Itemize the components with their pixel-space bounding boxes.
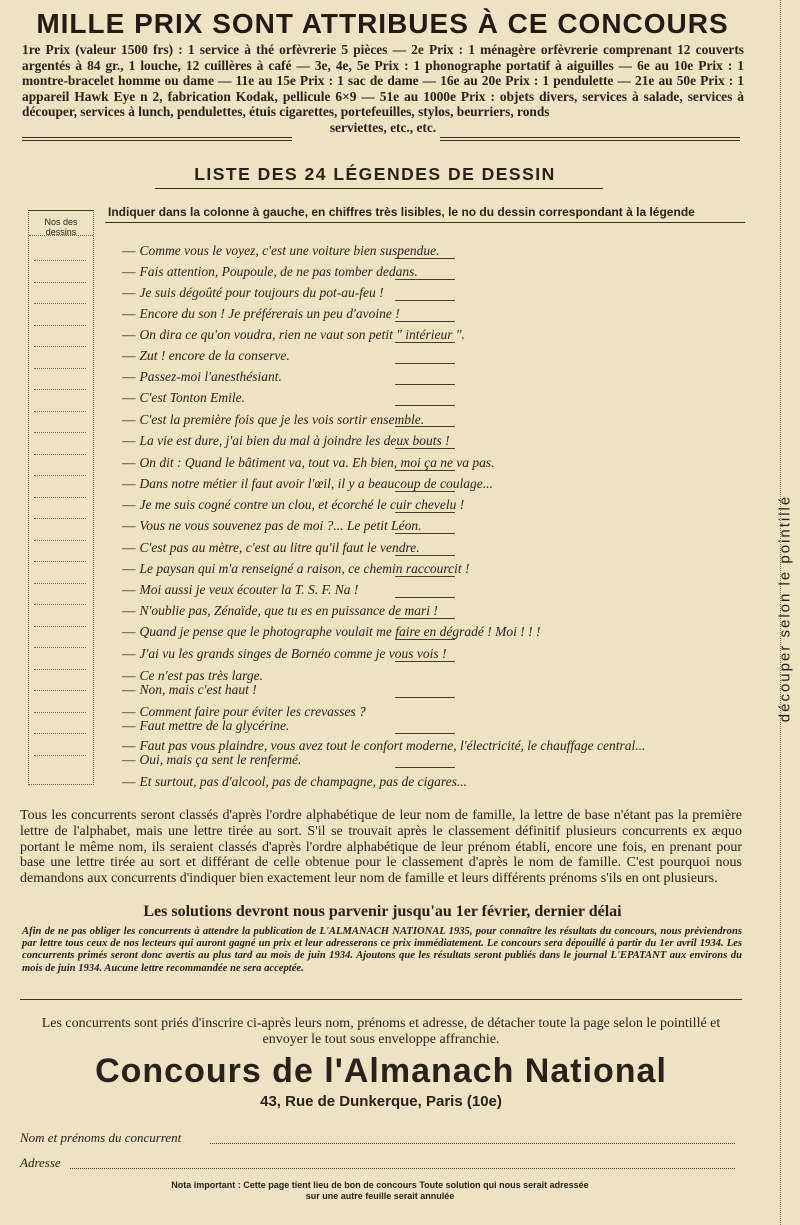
answer-line: [395, 405, 455, 406]
legend-dash: —: [122, 603, 136, 618]
instruction-text: Indiquer dans la colonne à gauche, en chiffres très lisibles, le no du dessin correspondant à la légende: [108, 205, 695, 219]
legend-text: Comment faire pour éviter les crevasses ?: [139, 704, 366, 719]
answer-line: [395, 533, 455, 534]
legend-text: C'est Tonton Emile.: [139, 390, 246, 405]
legend-text: Ce n'est pas très large.: [139, 668, 264, 683]
legend-text: Moi aussi je veux écouter la T. S. F. Na !: [139, 582, 359, 597]
legend-item: [122, 264, 752, 280]
legend-dash: —: [122, 264, 136, 279]
legend-dash: —: [122, 369, 136, 384]
legend-item: [122, 327, 752, 343]
legend-dash: —: [122, 582, 136, 597]
number-entry-line[interactable]: [34, 325, 86, 326]
legend-item: [122, 285, 752, 301]
answer-line: [395, 661, 455, 662]
name-field[interactable]: [20, 1130, 740, 1146]
instructions-paragraph: Les concurrents sont priés d'inscrire ci-après leurs nom, prénoms et adresse, de détacher toute la page selon le pointillé et envoyer le tout sous enveloppe affranchie.: [41, 1016, 721, 1047]
legend-dash: —: [122, 561, 136, 576]
legend-text: Le paysan qui m'a renseigné a raison, ce chemin raccourcit !: [139, 561, 470, 576]
number-entry-line[interactable]: [34, 432, 86, 433]
legend-text: C'est la première fois que je les vois sortir ensemble.: [139, 412, 425, 427]
contest-title: Concours de l'Almanach National: [95, 1052, 667, 1090]
number-entry-line[interactable]: [34, 282, 86, 283]
legend-dash: —: [122, 682, 136, 697]
number-entry-line[interactable]: [34, 604, 86, 605]
legend-item: [122, 752, 752, 768]
contest-address: 43, Rue de Dunkerque, Paris (10e): [260, 1093, 502, 1110]
legend-item: [122, 497, 752, 513]
number-entry-line[interactable]: [34, 475, 86, 476]
legend-item: [122, 518, 752, 534]
number-entry-line[interactable]: [34, 669, 86, 670]
legend-text: Faut pas vous plaindre, vous avez tout le confort moderne, l'électricité, le chauffage central...: [139, 738, 646, 753]
answer-line: [395, 448, 455, 449]
legend-item: [122, 774, 752, 790]
legend-dash: —: [122, 774, 136, 789]
drawing-number-column: [28, 210, 94, 785]
legend-dash: —: [122, 390, 136, 405]
number-entry-line[interactable]: [34, 454, 86, 455]
divider: [22, 137, 292, 138]
address-field-label: Adresse: [20, 1155, 61, 1170]
answer-line: [395, 384, 455, 385]
note-line-1: Nota important : Cette page tient lieu de bon de concours Toute solution qui nous serait adressée: [171, 1180, 589, 1190]
answer-line: [395, 618, 455, 619]
divider: [20, 999, 742, 1000]
note-line-2: sur une autre feuille serait annulée: [305, 1191, 455, 1201]
answer-line: [395, 639, 455, 640]
answer-line: [395, 426, 455, 427]
number-entry-line[interactable]: [34, 303, 86, 304]
legend-text: Faut mettre de la glycérine.: [139, 718, 290, 733]
number-column-header: Nos des dessins: [29, 211, 93, 236]
legend-dash: —: [122, 433, 136, 448]
legend-dash: —: [122, 718, 136, 733]
section-subtitle: LISTE DES 24 LÉGENDES DE DESSIN: [194, 164, 556, 184]
legend-text: Encore du son ! Je préférerais un peu d'avoine !: [139, 306, 400, 321]
legend-text: Vous ne vous souvenez pas de moi ?... Le petit Léon.: [139, 518, 422, 533]
legend-text: Dans notre métier il faut avoir l'œil, il y a beaucoup de coulage...: [139, 476, 493, 491]
ranking-paragraph: Tous les concurrents seront classés d'après l'ordre alphabétique de leur nom de famille, la lettre de base n'étant pas la première lettre de l'alphabet, mais une lettre tirée au sort. S'il se trouvait après le classement définitif plusieurs concurrents ex æquo portant le même nom, ils seraient classés d'après l'ordre alphabétique de leur prénom établi, encore une fois, en prenant pour base une lettre tirée au sort et différant de celle obtenue pour le classement d'après le nom de famille. C'est pourquoi nous demandons aux concurrents d'indiquer bien exactement leur nom de famille et leurs différents prénoms s'ils en ont plusieurs.: [20, 808, 742, 887]
legend-item: [122, 603, 752, 619]
legend-text: Zut ! encore de la conserve.: [139, 348, 290, 363]
legend-text: Passez-moi l'anesthésiant.: [139, 369, 282, 384]
number-entry-line[interactable]: [34, 647, 86, 648]
legend-text: Non, mais c'est haut !: [139, 682, 257, 697]
answer-line: [395, 363, 455, 364]
number-entry-line[interactable]: [34, 260, 86, 261]
legend-dash: —: [122, 646, 136, 661]
prizes-last-line: serviettes, etc., etc.: [329, 119, 437, 135]
legend-dash: —: [122, 668, 136, 683]
answer-line: [395, 697, 455, 698]
legend-text: Fais attention, Poupoule, de ne pas tomber dedans.: [139, 264, 418, 279]
legend-dash: —: [122, 624, 136, 639]
legend-dash: —: [122, 518, 136, 533]
legend-item: [122, 561, 752, 577]
name-field-line[interactable]: [210, 1143, 735, 1144]
legend-text: J'ai vu les grands singes de Bornéo comme je vous vois !: [139, 646, 447, 661]
legend-item: [122, 390, 752, 406]
number-entry-line[interactable]: [34, 540, 86, 541]
legend-item: [122, 540, 752, 556]
legend-text: On dira ce qu'on voudra, rien ne vaut son petit " intérieur ".: [139, 327, 465, 342]
legend-item: [122, 476, 752, 492]
divider: [440, 140, 740, 141]
number-entry-line[interactable]: [34, 690, 86, 691]
address-field[interactable]: [20, 1155, 740, 1171]
answer-line: [395, 258, 455, 259]
answer-line: [395, 300, 455, 301]
answer-line: [395, 279, 455, 280]
legend-dash: —: [122, 540, 136, 555]
legend-text: Oui, mais ça sent le renfermé.: [139, 752, 302, 767]
legend-item: [122, 718, 752, 734]
legend-dash: —: [122, 306, 136, 321]
prizes-text: 1re Prix (valeur 1500 frs) : 1 service à thé orfèvrerie 5 pièces — 2e Prix : 1 ménagère orfèvrerie comprenant 12 couverts argentés à 84 gr., 1 louche, 12 cuillères à café — 3e, 4e, 5e Prix : 1 phonographe portatif à aiguilles — 6e au 10e Prix : 1 montre-bracelet homme ou dame — 11e au 15e Prix : 1 sac de dame — 16e au 20e Prix : 1 pendulette — 21e au 50e Prix : 1 appareil Hawk Eye n 2, fabrication Kodak, pellicule 6×9 — 51e au 1000e Prix : objets divers, services à salade, services à découper, services à lunch, pendulettes, étuis cigarettes, portefeuilles, stylos, beurriers, ronds: [22, 42, 744, 120]
answer-line: [395, 576, 455, 577]
legend-dash: —: [122, 327, 136, 342]
answer-line: [395, 597, 455, 598]
legend-dash: —: [122, 704, 136, 719]
legend-item: [122, 682, 752, 698]
number-entry-line[interactable]: [34, 368, 86, 369]
answer-line: [395, 470, 455, 471]
legend-dash: —: [122, 348, 136, 363]
legend-dash: —: [122, 497, 136, 512]
number-entry-line[interactable]: [34, 733, 86, 734]
legend-item: [122, 243, 752, 259]
answer-line: [395, 512, 455, 513]
important-note: [60, 1180, 700, 1202]
cut-instruction: [770, 450, 800, 780]
answer-line: [395, 733, 455, 734]
legend-text: C'est pas au mètre, c'est au litre qu'il faut le vendre.: [139, 540, 420, 555]
prizes-paragraph: [22, 42, 744, 136]
answer-line: [395, 767, 455, 768]
divider: [22, 140, 292, 141]
number-entry-line[interactable]: [34, 583, 86, 584]
legend-dash: —: [122, 455, 136, 470]
instruction-underline: [105, 222, 745, 223]
legend-dash: —: [122, 752, 136, 767]
answer-line: [395, 555, 455, 556]
number-entry-line[interactable]: [34, 411, 86, 412]
legend-text: Je suis dégoûté pour toujours du pot-au-feu !: [139, 285, 384, 300]
number-entry-line[interactable]: [34, 518, 86, 519]
number-entry-line[interactable]: [34, 389, 86, 390]
name-field-label: Nom et prénoms du concurrent: [20, 1130, 182, 1145]
cut-instruction-text: découper selon le pointillé: [776, 494, 794, 723]
number-entry-line[interactable]: [34, 755, 86, 756]
answer-line: [395, 491, 455, 492]
legend-text: Quand je pense que le photographe voulait me faire en dégradé ! Moi ! ! !: [139, 624, 541, 639]
deadline-text: Les solutions devront nous parvenir jusqu'au 1er février, dernier délai: [143, 903, 622, 920]
subtitle-underline: [155, 188, 603, 189]
answer-line: [395, 342, 455, 343]
legend-text: Je me suis cogné contre un clou, et écorché le cuir chevelu !: [139, 497, 465, 512]
number-entry-line[interactable]: [34, 561, 86, 562]
answer-line: [395, 321, 455, 322]
legend-item: [122, 582, 752, 598]
number-entry-line[interactable]: [34, 346, 86, 347]
legend-text: Comme vous le voyez, c'est une voiture bien suspendue.: [139, 243, 440, 258]
legend-dash: —: [122, 243, 136, 258]
number-entry-line[interactable]: [34, 497, 86, 498]
legend-dash: —: [122, 412, 136, 427]
legend-item: [122, 433, 752, 449]
page-title: MILLE PRIX SONT ATTRIBUES À CE CONCOURS: [36, 8, 729, 39]
legend-item: [122, 455, 752, 471]
legend-text: On dit : Quand le bâtiment va, tout va. Eh bien, moi ça ne va pas.: [139, 455, 495, 470]
legend-item: [122, 624, 752, 640]
legend-item: [122, 348, 752, 364]
legend-text: N'oublie pas, Zénaïde, que tu es en puissance de mari !: [139, 603, 438, 618]
legend-dash: —: [122, 285, 136, 300]
notice-text: Afin de ne pas obliger les concurrents à attendre la publication de L'ALMANACH NATIONAL 1935, pour connaître les résultats du concours, nous préviendrons par lettre tous ceux de nos lecteurs qui auront gagné un prix et leur adresserons ce prix immédiatement. Le concours sera dépouillé à partir du 1er avril 1934. Les concurrents primés seront donc avertis au plus tard au mois de juin 1934. Ajoutons que les résultats seront publiés dans le journal L'EPATANT aux environs du mois de juin 1934. Aucune lettre recommandée ne sera acceptée.: [22, 926, 742, 974]
address-field-line[interactable]: [70, 1168, 735, 1169]
legend-item: [122, 306, 752, 322]
legend-item: [122, 646, 752, 662]
legend-text: La vie est dure, j'ai bien du mal à joindre les deux bouts !: [139, 433, 450, 448]
legend-text: Et surtout, pas d'alcool, pas de champagne, pas de cigares...: [139, 774, 467, 789]
number-entry-line[interactable]: [34, 712, 86, 713]
legend-item: [122, 369, 752, 385]
legend-dash: —: [122, 738, 136, 753]
divider: [440, 137, 740, 138]
number-entry-line[interactable]: [34, 626, 86, 627]
legend-dash: —: [122, 476, 136, 491]
